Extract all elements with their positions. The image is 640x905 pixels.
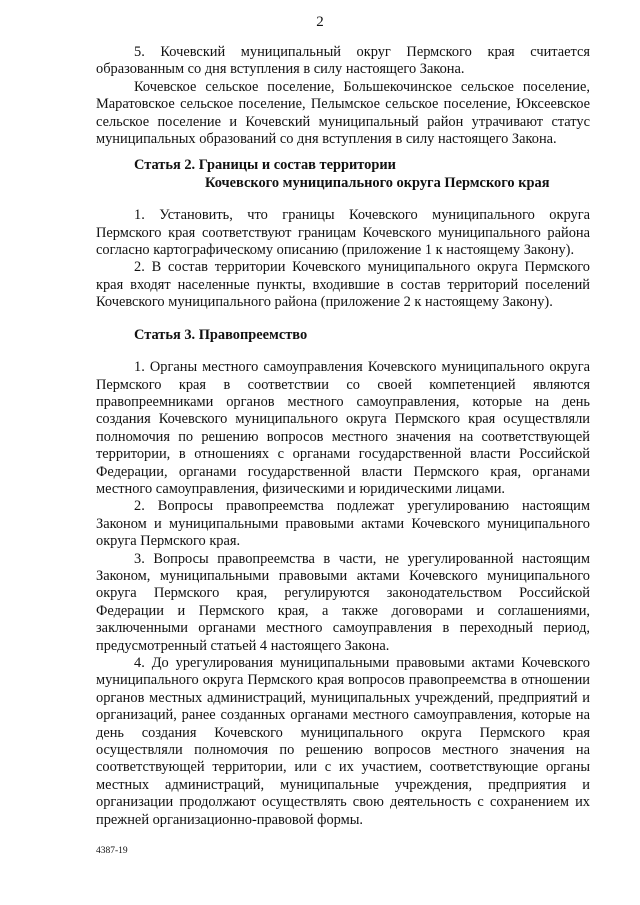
- document-code: 4387-19: [96, 846, 128, 856]
- article2-paragraph-1: 1. Установить, что границы Кочевского муниципального округа Пермского края соответствуют границам Кочевского муниципального района согласно картографическому описанию (приложение 1 к настоящему Закону).: [96, 207, 590, 259]
- article2-heading-line2: Кочевского муниципального округа Пермского края: [205, 174, 550, 191]
- article2-heading-line1: Статья 2. Границы и состав территории: [134, 157, 396, 174]
- article1-paragraph-status: Кочевское сельское поселение, Большекочинское сельское поселение, Маратовское сельское поселение, Пелымское сельское поселение, Юксеевское сельское поселение и Кочевский муниципальный район утрачивают статус муниципальных образований со дня вступления в силу настоящего Закона.: [96, 78, 590, 148]
- page-number: 2: [316, 14, 324, 30]
- article3-heading: Статья 3. Правопреемство: [134, 326, 308, 343]
- article3-paragraph-2: 2. Вопросы правопреемства подлежат урегулированию настоящим Законом и муниципальными правовыми актами Кочевского муниципального округа Пермского края.: [96, 498, 590, 550]
- article3-paragraph-1: 1. Органы местного самоуправления Кочевского муниципального округа Пермского края в соответствии со своей компетенцией являются правопреемниками органов местного самоуправления, которые на день создания Кочевского муниципального округа Пермского края осуществляли полномочия по решению вопросов местного значения на соответствующей территории, в отношениях с органами государственной власти Российской Федерации, органами государственной власти Пермского края, органами местного самоуправления, физическими и юридическими лицами.: [96, 359, 590, 497]
- article2-heading: [96, 157, 590, 192]
- article3-paragraph-4: 4. До урегулирования муниципальными правовыми актами Кочевского муниципального округа Пермского края вопросов правопреемства в отношении органов местных администраций, муниципальных учреждений, предприятий и организаций, ранее созданных органами местного самоуправления, которые на день создания Кочевского муниципального округа Пермского края осуществляли полномочия по решению вопросов местного значения на соответствующей территории, или с их участием, соответствующие органы местных администраций, муниципальные учреждения, предприятия и организации продолжают осуществлять свою деятельность с сохранением их прежней организационно-правовой формы.: [96, 655, 590, 828]
- article3-paragraph-3: 3. Вопросы правопреемства в части, не урегулированной настоящим Законом, муниципальными правовыми актами Кочевского муниципального округа Пермского края, регулируются законодательством Российской Федерации и Пермского края, а также договорами и соглашениями, заключенными органами местного самоуправления в переходный период, предусмотренный статьей 4 настоящего Закона.: [96, 550, 590, 654]
- document-body: [96, 44, 590, 829]
- article2-paragraph-2: 2. В состав территории Кочевского муниципального округа Пермского края входят населенные пункты, входившие в состав территорий поселений Кочевского муниципального района (приложение 2 к настоящему Закону).: [96, 259, 590, 311]
- article1-paragraph-5: 5. Кочевский муниципальный округ Пермского края считается образованным со дня вступления в силу настоящего Закона.: [96, 44, 590, 78]
